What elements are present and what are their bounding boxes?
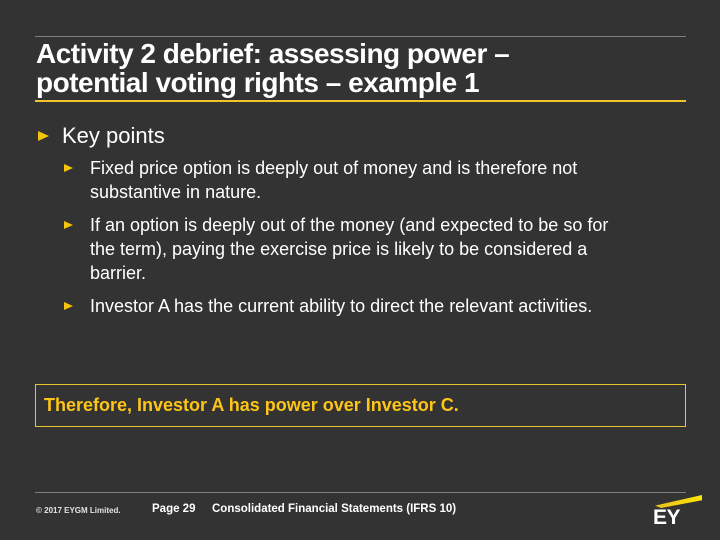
bullet-triangle-icon: [38, 131, 49, 141]
bullet-triangle-icon: [64, 164, 73, 172]
slide-title-line-2: potential voting rights – example 1: [36, 67, 480, 98]
top-divider-line: [35, 36, 686, 37]
bullet-level1: [38, 123, 608, 149]
copyright-text: © 2017 EYGM Limited.: [36, 506, 121, 515]
slide-title: [36, 39, 509, 97]
bullet-text-line: substantive in nature.: [90, 182, 262, 202]
footer-divider-line: [35, 492, 686, 493]
list-item: [64, 294, 608, 318]
bullet-level2-text: [90, 294, 592, 318]
bullet-triangle-icon: [64, 221, 73, 229]
bullet-level2-text: [90, 156, 577, 204]
title-underline: [35, 100, 686, 102]
document-title: Consolidated Financial Statements (IFRS 10): [212, 503, 457, 515]
bullet-level2-text: [90, 213, 608, 285]
bullet-triangle-icon: [64, 302, 73, 310]
slide-title-line-1: Activity 2 debrief: assessing power –: [36, 38, 510, 69]
bullet-level1-label: Key points: [62, 123, 165, 148]
bullet-text-line: If an option is deeply out of the money (and expected to be so for: [90, 215, 609, 235]
bullet-text-line: the term), paying the exercise price is likely to be considered a: [90, 239, 588, 259]
ey-logo: [653, 494, 703, 530]
bullet-text-line: Investor A has the current ability to direct the relevant activities.: [90, 296, 593, 316]
ey-logo-letters: EY: [653, 506, 681, 529]
bullet-text-line: barrier.: [90, 263, 147, 283]
bullet-level2-list: [64, 156, 608, 318]
conclusion-box: [35, 384, 686, 427]
list-item: [64, 213, 608, 285]
slide-body: [38, 123, 608, 327]
conclusion-text: Therefore, Investor A has power over Investor C.: [44, 395, 459, 415]
list-item: [64, 156, 608, 204]
page-number: Page 29: [152, 503, 196, 515]
bullet-text-line: Fixed price option is deeply out of money and is therefore not: [90, 158, 578, 178]
